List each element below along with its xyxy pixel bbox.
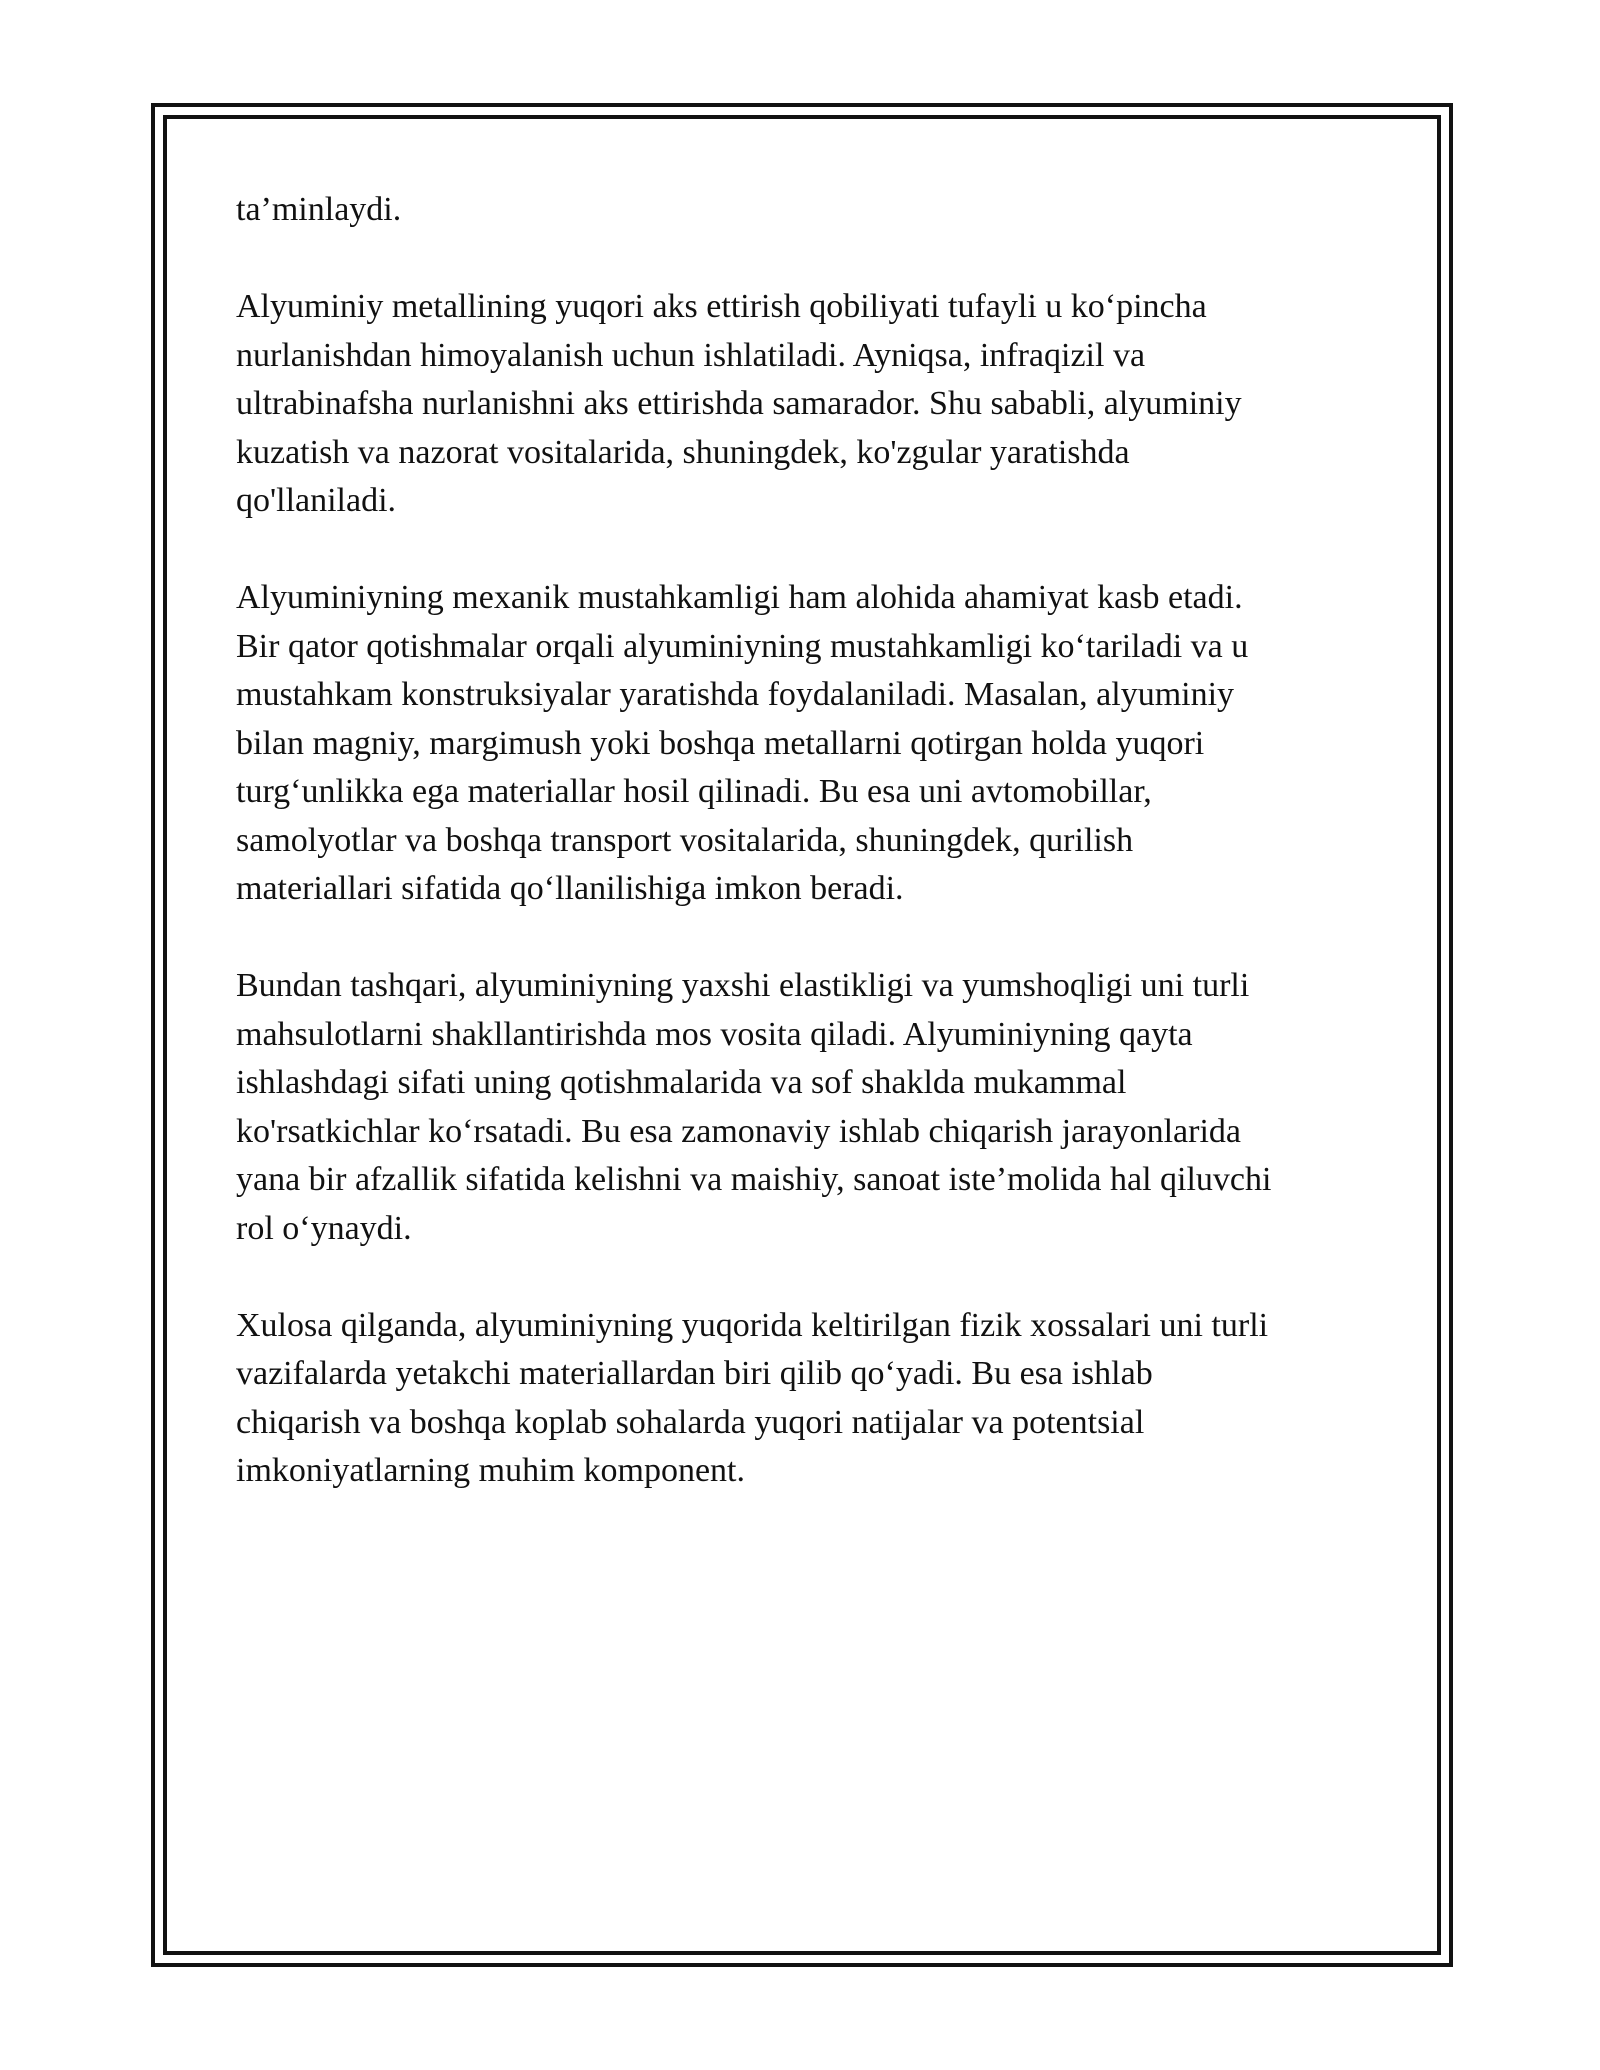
document-body (236, 186, 1366, 1544)
text-line: mustahkam konstruksiyalar yaratishda foydalaniladi. Masalan, alyuminiy (236, 676, 1235, 713)
paragraph (236, 574, 1366, 914)
text-line: bilan magniy, margimush yoki boshqa metallarni qotirgan holda yuqori (236, 724, 1205, 762)
text-line: rol o‘ynaydi. (236, 1209, 412, 1247)
paragraph (236, 186, 1366, 235)
text-line: ta’minlaydi. (236, 191, 402, 228)
text-line: Xulosa qilganda, alyuminiyning yuqorida keltirilgan fizik xossalari uni turli (236, 1306, 1269, 1344)
paragraph (236, 1302, 1366, 1496)
text-line: materiallari sifatida qo‘llanilishiga imkon beradi. (236, 870, 904, 907)
text-line: Alyuminiy metallining yuqori aks ettirish qobiliyati tufayli u ko‘pincha (236, 288, 1207, 325)
text-line: ishlashdagi sifati uning qotishmalarida va sof shaklda mukammal (236, 1064, 1127, 1101)
text-line: qo'llaniladi. (236, 482, 397, 519)
text-line: Bir qator qotishmalar orqali alyuminiyning mustahkamligi ko‘tariladi va u (236, 627, 1249, 665)
text-line: kuzatish va nazorat vositalarida, shuningdek, ko'zgular yaratishda (236, 433, 1130, 471)
text-line: Alyuminiyning mexanik mustahkamligi ham alohida ahamiyat kasb etadi. (236, 579, 1243, 616)
text-line: Bundan tashqari, alyuminiyning yaxshi elastikligi va yumshoqligi uni turli (236, 967, 1250, 1004)
text-line: yana bir afzallik sifatida kelishni va maishiy, sanoat iste’molida hal qiluvchi (236, 1161, 1272, 1198)
paragraph (236, 283, 1366, 526)
paragraph (236, 962, 1366, 1253)
text-line: vazifalarda yetakchi materiallardan biri qilib qo‘yadi. Bu esa ishlab (236, 1355, 1153, 1392)
text-line: samolyotlar va boshqa transport vositalarida, shuningdek, qurilish (236, 821, 1134, 859)
text-line: imkoniyatlarning muhim komponent. (236, 1452, 746, 1489)
text-line: ko'rsatkichlar ko‘rsatadi. Bu esa zamonaviy ishlab chiqarish jarayonlarida (236, 1112, 1242, 1150)
text-line: turg‘unlikka ega materiallar hosil qilinadi. Bu esa uni avtomobillar, (236, 773, 1152, 810)
text-line: ultrabinafsha nurlanishni aks ettirishda samarador. Shu sababli, alyuminiy (236, 385, 1242, 422)
text-line: chiqarish va boshqa koplab sohalarda yuqori natijalar va potentsial (236, 1403, 1145, 1441)
text-line: nurlanishdan himoyalanish uchun ishlatiladi. Ayniqsa, infraqizil va (236, 336, 1146, 374)
text-line: mahsulotlarni shakllantirishda mos vosita qiladi. Alyuminiyning qayta (236, 1015, 1193, 1053)
